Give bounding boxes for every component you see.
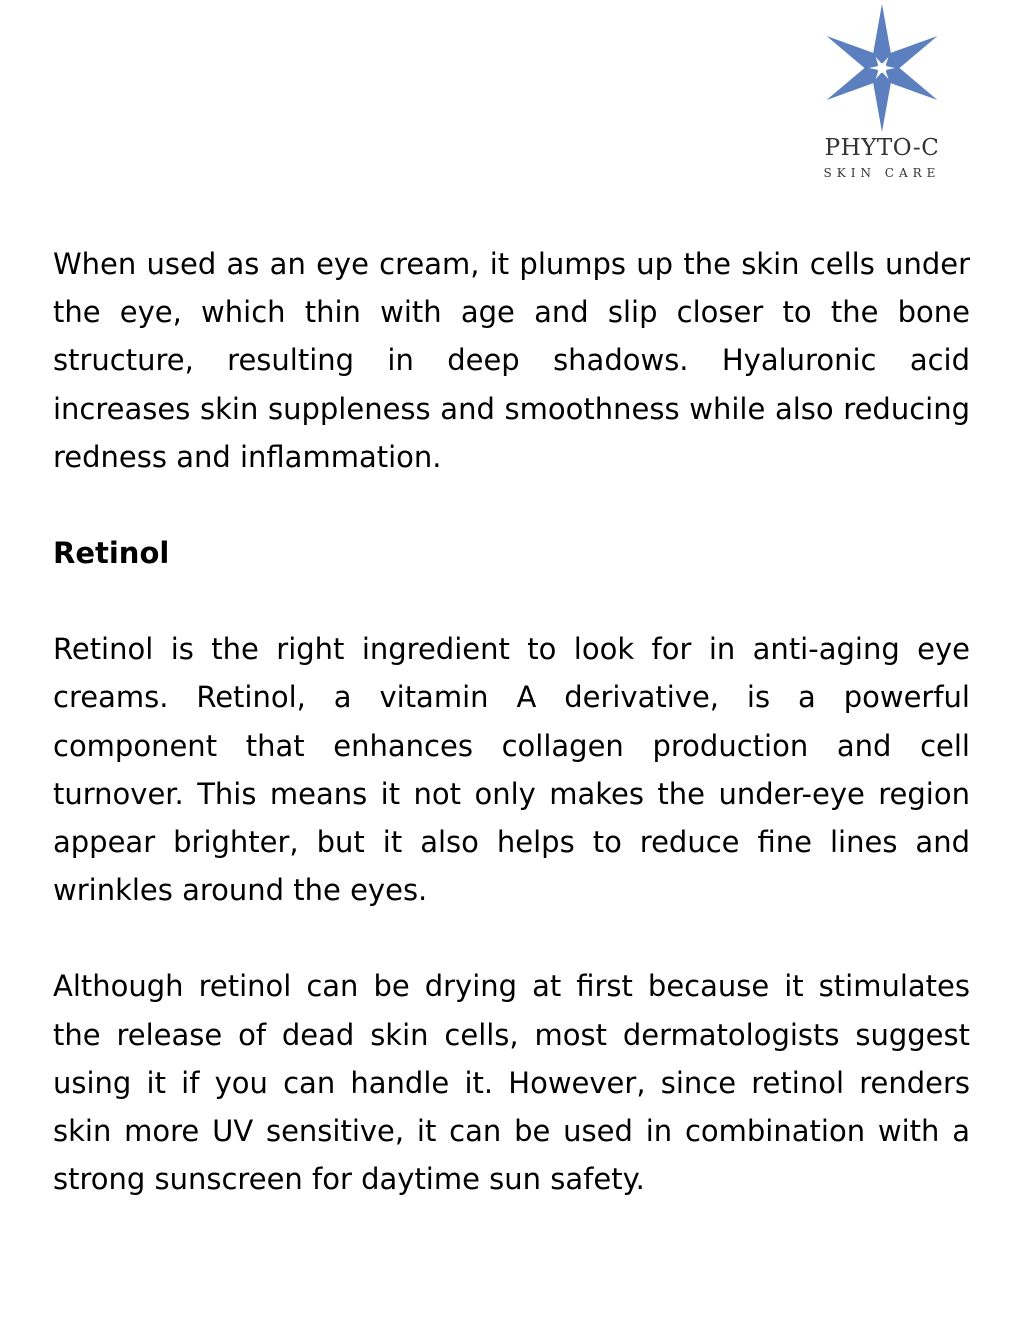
paragraph-spacer (53, 914, 970, 962)
paragraph-retinol-1: Retinol is the right ingredient to look for in anti-aging eye creams. Retinol, a vitamin A derivative, is a powerful component that enhances collagen production and cell turnover. This means it not only makes the under-eye region appear brighter, but it also helps to reduce fine lines and wrinkles around the eyes. (53, 632, 970, 908)
brand-logo (812, 2, 952, 182)
article-body (53, 240, 970, 1203)
paragraph-intro: When used as an eye cream, it plumps up the skin cells under the eye, which thin with age and slip closer to the bone structure, resulting in deep shadows. Hyaluronic acid increases skin suppleness and smoothness while also reducing redness and inflammation. (53, 247, 970, 474)
paragraph-retinol-2: Although retinol can be drying at first because it stimulates the release of dead skin cells, most dermatologists suggest using it if you can handle it. However, since retinol renders skin more UV sensitive, it can be used in combination with a strong sunscreen for daytime sun safety. (53, 969, 970, 1197)
section-heading-retinol: Retinol (53, 536, 170, 571)
brand-name: PHYTO-C (824, 135, 940, 161)
star-logo-icon (822, 2, 942, 134)
brand-tagline: SKIN CARE (823, 166, 941, 180)
